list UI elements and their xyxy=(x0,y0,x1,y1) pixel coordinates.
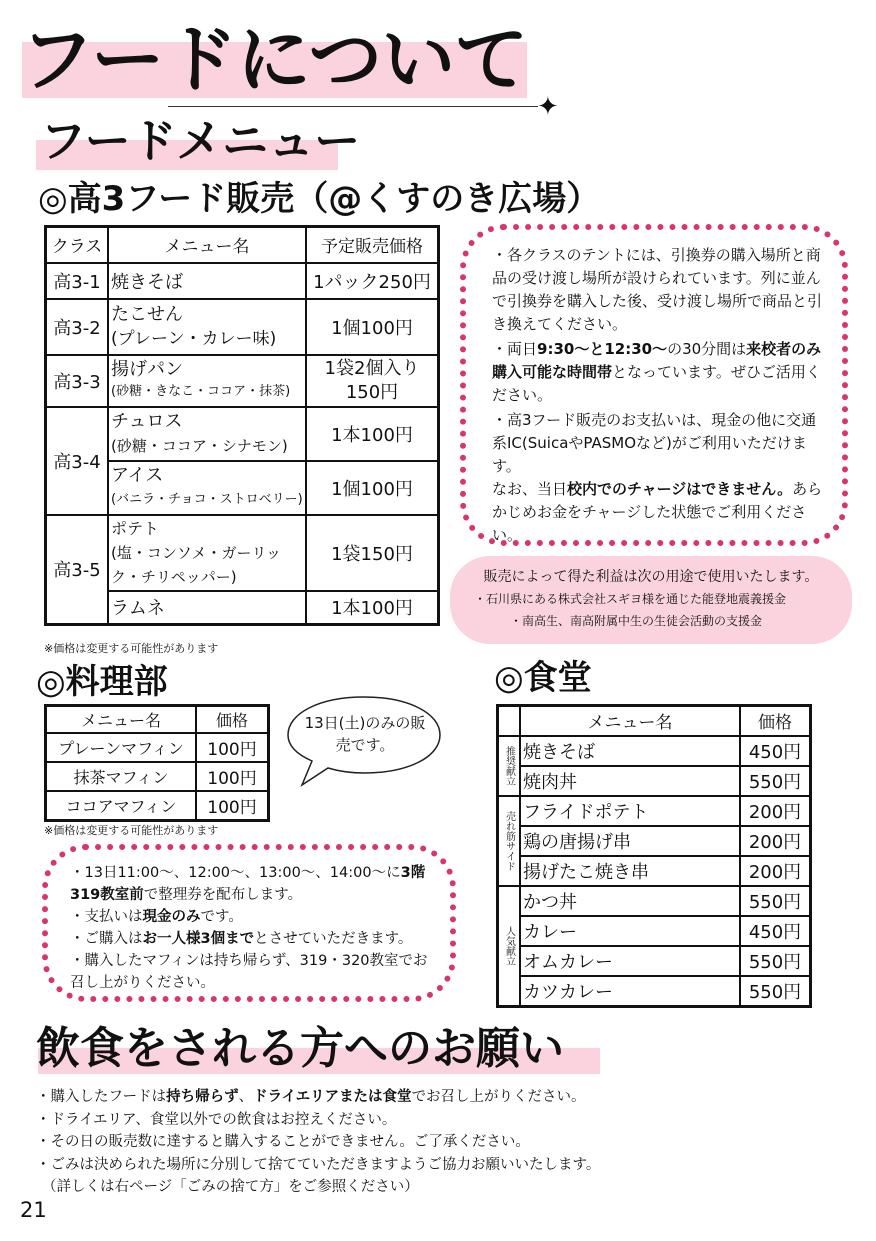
price-cell: 450円 xyxy=(740,916,811,946)
col-menu: メニュー名 xyxy=(520,706,740,736)
proceeds-item: ・石川県にある株式会社スギヨ様を通じた能登地震義援金 xyxy=(474,592,787,606)
request-heading: 飲食をされる方へのお願い xyxy=(36,1023,564,1074)
price-cell: 1袋150円 xyxy=(306,515,439,591)
menu-sub: (プレーン・カレー味) xyxy=(111,328,277,349)
menu-cell: オムカレー xyxy=(520,946,740,976)
group-label: 売れ筋サイド xyxy=(498,796,521,886)
menu-cell: かつ丼 xyxy=(520,886,740,916)
cafeteria-table xyxy=(496,704,812,1008)
cooking-notice-box xyxy=(42,844,456,1002)
menu-name: たこせん xyxy=(111,303,183,325)
menu-cell: カレー xyxy=(520,916,740,946)
price-cell: 1パック250円 xyxy=(306,263,439,299)
price-cell: 1個100円 xyxy=(306,299,439,355)
senior-notice-box xyxy=(460,224,848,546)
page-number: 21 xyxy=(20,1198,47,1222)
price-cell: 550円 xyxy=(740,766,811,796)
price-cell: 550円 xyxy=(740,946,811,976)
menu-cell: プレーンマフィン xyxy=(46,733,197,762)
menu-cell: カツカレー xyxy=(520,976,740,1007)
menu-cell xyxy=(108,407,306,461)
table-row xyxy=(498,976,811,1007)
notice-item: ・両日9:30～と12:30～の30分間は来校者のみ購入可能な時間帯となっています。ぜひご活用ください。 xyxy=(492,340,822,404)
menu-name: アイス xyxy=(111,464,164,486)
menu-cell xyxy=(108,515,306,591)
col-price: 予定販売価格 xyxy=(306,227,439,263)
menu-cell: フライドポテト xyxy=(520,796,740,826)
table-row xyxy=(46,762,269,791)
notice-item: ・支払いは現金のみです。 xyxy=(70,909,243,925)
col-group xyxy=(498,706,521,736)
price-cell: 1個100円 xyxy=(306,461,439,515)
menu-sub: (砂糖・きなこ・ココア・抹茶) xyxy=(111,383,291,399)
proceeds-box xyxy=(450,556,852,644)
table-row xyxy=(498,766,811,796)
senior-table xyxy=(44,225,440,626)
table-row xyxy=(498,736,811,766)
menu-sub: (バニラ・チョコ・ストロベリー) xyxy=(111,491,303,507)
price-cell: 1本100円 xyxy=(306,407,439,461)
menu-name: チュロス xyxy=(111,410,183,432)
menu-cell xyxy=(108,461,306,515)
price-cell: 1本100円 xyxy=(306,591,439,625)
col-menu: メニュー名 xyxy=(108,227,306,263)
menu-cell: ココアマフィン xyxy=(46,791,197,821)
proceeds-title: 販売によって得た利益は次の用途で使用いたします。 xyxy=(483,569,819,585)
col-class: クラス xyxy=(46,227,109,263)
price-cell: 200円 xyxy=(740,856,811,886)
price-cell: 550円 xyxy=(740,976,811,1007)
menu-cell: 揚げたこ焼き串 xyxy=(520,856,740,886)
price-cell: 450円 xyxy=(740,736,811,766)
notice-item: ・購入したマフィンは持ち帰らず、319・320教室でお召し上がりください。 xyxy=(70,953,428,991)
senior-heading: ◎高3フード販売（@くすのき広場） xyxy=(38,179,601,219)
table-row xyxy=(498,826,811,856)
proceeds-item: ・南高生、南高附属中生の生徒会活動の支援金 xyxy=(510,614,763,628)
price-cell: 100円 xyxy=(196,791,269,821)
menu-cell xyxy=(108,591,306,625)
col-menu: メニュー名 xyxy=(46,706,197,734)
table-row xyxy=(46,299,439,355)
price-note: ※価格は変更する可能性があります xyxy=(44,642,219,655)
menu-name: ポテト xyxy=(111,518,160,538)
request-item: ・その日の販売数に達すると購入することができません。ご了承ください。 xyxy=(36,1134,530,1150)
page-title: フードについて xyxy=(20,17,528,103)
table-row xyxy=(498,796,811,826)
notice-item: ・ご購入はお一人様3個までとさせていただきます。 xyxy=(70,931,413,947)
col-price: 価格 xyxy=(740,706,811,736)
price-cell: 100円 xyxy=(196,733,269,762)
col-price: 価格 xyxy=(196,706,269,734)
class-cell: 高3-3 xyxy=(46,355,109,407)
price-cell: 200円 xyxy=(740,796,811,826)
notice-item: ・13日11:00～、12:00～、13:00～、14:00～に3階319教室前で整理券を配布します。 xyxy=(70,865,426,903)
request-list xyxy=(36,1086,856,1199)
request-item: ・ごみは決められた場所に分別して捨てていただきますようご協力お願いいたします。 xyxy=(36,1156,601,1173)
table-row xyxy=(46,515,439,591)
table-row xyxy=(46,355,439,407)
class-cell: 高3-1 xyxy=(46,263,109,299)
price-cell: 550円 xyxy=(740,886,811,916)
cafeteria-heading: ◎食堂 xyxy=(494,658,592,698)
table-row xyxy=(46,733,269,762)
bubble-text: 13日(土)のみの販売です。 xyxy=(304,714,426,754)
table-row xyxy=(498,856,811,886)
table-row xyxy=(46,263,439,299)
class-cell: 高3-5 xyxy=(46,515,109,625)
price-cell: 100円 xyxy=(196,762,269,791)
menu-sub: (砂糖・ココア・シナモン) xyxy=(111,436,288,455)
table-row xyxy=(46,407,439,461)
table-row xyxy=(46,791,269,821)
menu-cell xyxy=(108,355,306,407)
class-cell: 高3-2 xyxy=(46,299,109,355)
cooking-heading: ◎料理部 xyxy=(36,662,168,702)
sparkle-icon: ✦ xyxy=(537,92,559,122)
menu-cell: 抹茶マフィン xyxy=(46,762,197,791)
notice-item: ・高3フード販売のお支払いは、現金の他に交通系IC(SuicaやPASMOなど)がご利用いただけます。 なお、当日校内でのチャージはできません。あらかじめお金をチャージした状態でご利用ください。 xyxy=(492,411,823,544)
menu-cell xyxy=(108,263,306,299)
price-cell: 200円 xyxy=(740,826,811,856)
menu-cell: 鶏の唐揚げ串 xyxy=(520,826,740,856)
table-row xyxy=(498,946,811,976)
request-item: ・購入したフードは持ち帰らず、ドライエリアまたは食堂でお召し上がりください。 xyxy=(36,1089,586,1105)
menu-name: ラムネ xyxy=(111,598,165,620)
menu-name: 焼きそば xyxy=(111,271,183,293)
title-underline xyxy=(168,106,538,107)
menu-name: 揚げパン xyxy=(111,358,183,380)
table-row xyxy=(498,916,811,946)
price-cell: 1袋2個入り 150円 xyxy=(306,355,439,407)
group-label: 推奨献立 xyxy=(498,736,521,796)
table-row xyxy=(498,886,811,916)
group-label: 人気献立 xyxy=(498,886,521,1007)
cooking-table xyxy=(44,704,270,822)
food-menu-title: フードメニュー xyxy=(40,114,361,168)
request-item: （詳しくは右ページ「ごみの捨て方」をご参照ください） xyxy=(42,1179,419,1195)
menu-cell: 焼肉丼 xyxy=(520,766,740,796)
menu-cell: 焼きそば xyxy=(520,736,740,766)
notice-item: ・各クラスのテントには、引換券の購入場所と商品の受け渡し場所が設けられています。列に並んで引換券を購入した後、受け渡し場所で商品と引き換えてください。 xyxy=(492,246,823,333)
price-note: ※価格は変更する可能性があります xyxy=(44,824,219,837)
class-cell: 高3-4 xyxy=(46,407,109,515)
menu-sub: (塩・コンソメ・ガーリック・チリペッパー) xyxy=(111,543,281,586)
menu-cell xyxy=(108,299,306,355)
request-item: ・ドライエリア、食堂以外での飲食はお控えください。 xyxy=(36,1111,397,1128)
